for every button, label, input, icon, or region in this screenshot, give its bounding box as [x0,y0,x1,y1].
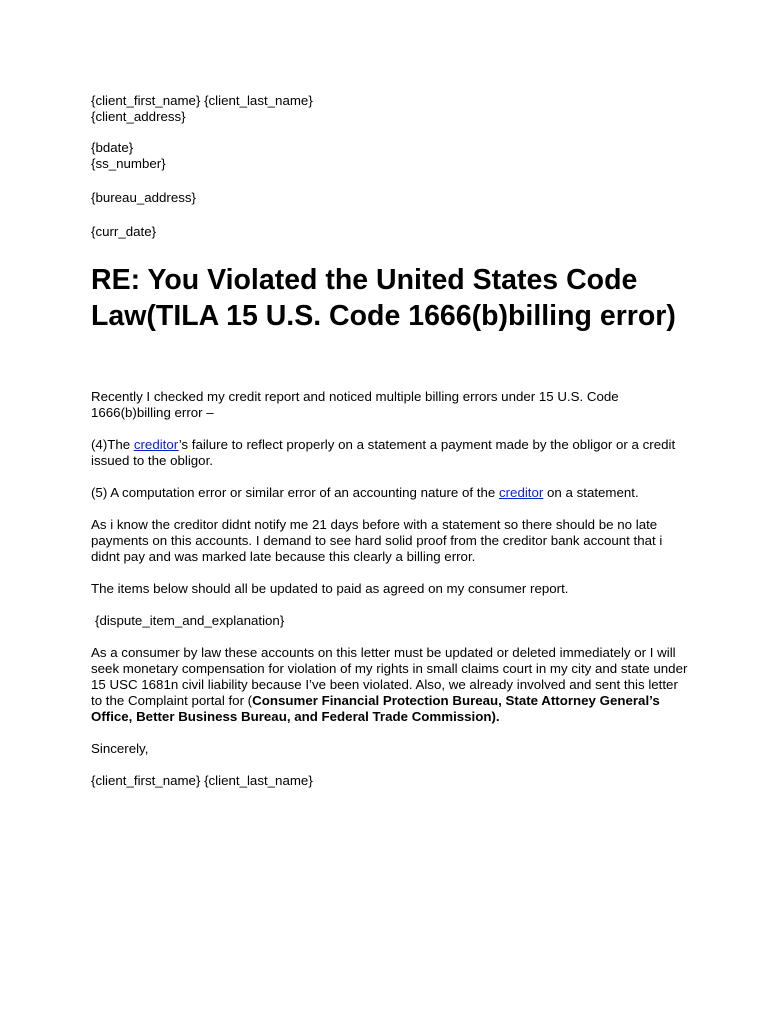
signature: {client_first_name} {client_last_name} [91,773,313,788]
creditor-link-1[interactable]: creditor [133,437,179,452]
ss-number: {ss_number} [91,156,166,171]
items-updated-paragraph: The items below should all be updated to paid as agreed on my consumer report. [91,581,569,596]
item-4-paragraph [91,437,691,469]
birth-date: {bdate} [91,140,134,155]
current-date: {curr_date} [91,224,157,239]
bureau-address: {bureau_address} [91,190,196,205]
closing: Sincerely, [91,741,149,756]
notice-paragraph: As i know the creditor didnt notify me 21 days before with a statement so there should be no late payments on this accounts. I demand to see hard solid proof from the creditor bank account that i didnt pay and was marked late because this clearly a billing error. [91,517,663,564]
intro-paragraph: Recently I checked my credit report and noticed multiple billing errors under 15 U.S. Code 1666(b)billing error – [91,389,619,420]
client-name-line: {client_first_name} {client_last_name} [91,93,313,108]
agencies-bold-text: Consumer Financial Protection Bureau, State Attorney General’s Office, Better Business Bureau, and Federal Trade Commission). [91,693,660,724]
item-4-suffix: ’s failure to reflect properly on a statement a payment made by the obligor or a credit issued to the obligor. [91,437,676,468]
item-4-prefix: (4)The [91,437,134,452]
item-5-paragraph [91,485,691,501]
item-5-suffix: on a statement. [543,485,639,500]
creditor-link-2[interactable]: creditor [498,485,544,500]
consumer-paragraph [91,645,691,725]
letter-title: RE: You Violated the United States Code Law(TILA 15 U.S. Code 1666(b)billing error) [91,264,676,332]
item-5-prefix: (5) A computation error or similar error of an accounting nature of the [91,485,499,500]
consumer-text: As a consumer by law these accounts on this letter must be updated or deleted immediately or I will seek monetary compensation for violation of my rights in small claims court in my city and state under 15 USC 1681n civil liability because I’ve been violated. Also, we already involved and sent this letter to the Complaint portal for ( [91,645,688,708]
client-address: {client_address} [91,109,186,124]
letter-content [91,93,691,789]
dispute-placeholder: {dispute_item_and_explanation} [95,613,285,628]
